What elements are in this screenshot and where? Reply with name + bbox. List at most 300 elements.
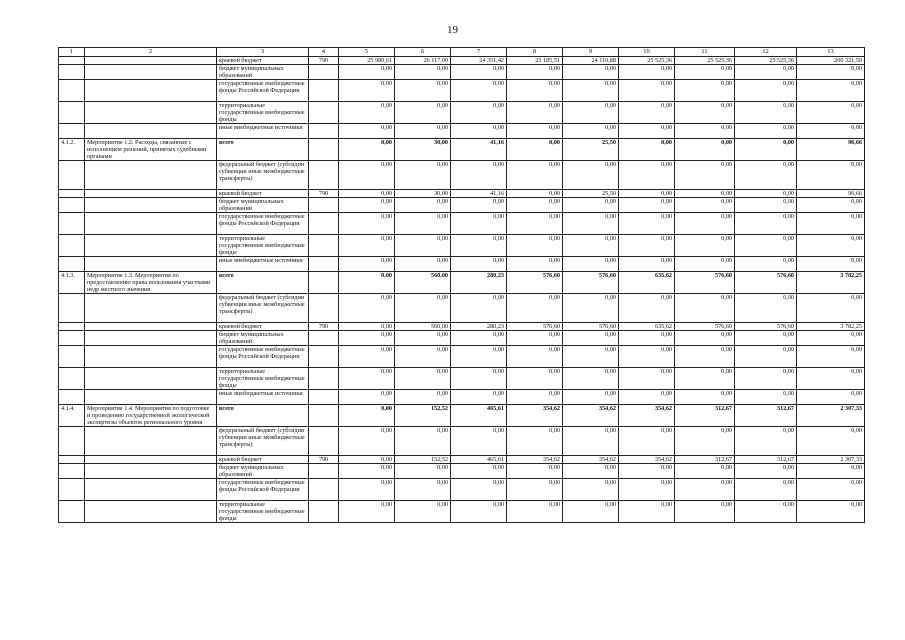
- measure-title-cell: [85, 65, 217, 80]
- financing-table: [58, 47, 865, 523]
- funding-source-cell: государственные внебюджетные фонды Российской Федерации: [217, 346, 309, 368]
- amount-cell: 0,00: [395, 198, 451, 213]
- kbk-code-cell: [309, 65, 339, 80]
- measure-code-cell: [59, 427, 85, 456]
- amount-cell: 0,00: [675, 427, 735, 456]
- amount-cell: 0,00: [339, 124, 395, 139]
- amount-cell: 0,00: [451, 65, 507, 80]
- measure-code-cell: [59, 198, 85, 213]
- amount-cell: 354,62: [507, 405, 563, 427]
- amount-cell: 0,00: [675, 294, 735, 323]
- amount-cell: 0,00: [395, 213, 451, 235]
- amount-cell: 0,00: [451, 464, 507, 479]
- funding-source-cell: государственные внебюджетные фонды Российской Федерации: [217, 479, 309, 501]
- amount-cell: 0,00: [451, 257, 507, 272]
- amount-cell: 0,00: [507, 294, 563, 323]
- amount-cell: 0,00: [339, 80, 395, 102]
- amount-cell: 0,00: [451, 479, 507, 501]
- amount-cell: 635,62: [619, 323, 675, 331]
- amount-cell: 354,62: [563, 456, 619, 464]
- amount-cell: 30,00: [395, 139, 451, 161]
- amount-cell: 0,00: [507, 190, 563, 198]
- measure-code-cell: [59, 124, 85, 139]
- amount-cell: 0,00: [339, 346, 395, 368]
- funding-source-cell: федеральный бюджет (субсидии субвенции иные межбюджетные трансферты): [217, 294, 309, 323]
- amount-cell: 0,00: [735, 368, 797, 390]
- measure-title-cell: [85, 57, 217, 65]
- measure-code-cell: [59, 323, 85, 331]
- amount-cell: 576,60: [507, 272, 563, 294]
- funding-source-cell: бюджет муниципальных образований: [217, 65, 309, 80]
- amount-cell: 0,00: [675, 501, 735, 523]
- measure-title-cell: Мероприятие 1.3. Мероприятия по предоставлению права пользования участками недр местного значения: [85, 272, 217, 294]
- measure-code-cell: [59, 161, 85, 190]
- amount-cell: 0,00: [619, 390, 675, 405]
- amount-cell: 0,00: [395, 501, 451, 523]
- amount-cell: 0,00: [797, 213, 865, 235]
- amount-cell: 0,00: [451, 161, 507, 190]
- amount-cell: 0,00: [735, 198, 797, 213]
- measure-title-cell: Мероприятие 1.4. Мероприятия по подготовке и проведению государственной экологической экспертизы объектов регионального уровня: [85, 405, 217, 427]
- amount-cell: 0,00: [735, 190, 797, 198]
- amount-cell: 25 525,36: [735, 57, 797, 65]
- funding-source-cell: иные внебюджетные источники: [217, 257, 309, 272]
- amount-cell: 0,00: [451, 213, 507, 235]
- kbk-code-cell: [309, 501, 339, 523]
- amount-cell: 0,00: [735, 65, 797, 80]
- amount-cell: 0,00: [507, 65, 563, 80]
- amount-cell: 0,00: [507, 427, 563, 456]
- amount-cell: 280,23: [451, 323, 507, 331]
- amount-cell: 280,23: [451, 272, 507, 294]
- amount-cell: 0,00: [507, 235, 563, 257]
- amount-cell: 0,00: [797, 65, 865, 80]
- measure-title-cell: [85, 124, 217, 139]
- amount-cell: 0,00: [735, 80, 797, 102]
- column-number-cell: 13: [797, 48, 865, 57]
- amount-cell: 0,00: [395, 124, 451, 139]
- amount-cell: 312,67: [735, 456, 797, 464]
- amount-cell: 0,00: [797, 80, 865, 102]
- funding-source-cell: федеральный бюджет (субсидии субвенции иные межбюджетные трансферты): [217, 427, 309, 456]
- kbk-code-cell: [309, 479, 339, 501]
- amount-cell: 0,00: [507, 80, 563, 102]
- amount-cell: 0,00: [735, 464, 797, 479]
- amount-cell: 25 525,36: [619, 57, 675, 65]
- amount-cell: 25 980,61: [339, 57, 395, 65]
- kbk-code-cell: [309, 213, 339, 235]
- column-number-cell: 6: [395, 48, 451, 57]
- amount-cell: 576,60: [675, 272, 735, 294]
- measure-title-cell: Мероприятие 1.2. Расходы, связанные с исполнением решений, принятых судебными органами: [85, 139, 217, 161]
- amount-cell: 0,00: [451, 124, 507, 139]
- funding-source-cell: иные внебюджетные источники: [217, 124, 309, 139]
- table-row: [59, 80, 865, 102]
- column-number-row: [59, 48, 865, 57]
- kbk-code-cell: 790: [309, 456, 339, 464]
- amount-cell: 0,00: [451, 235, 507, 257]
- funding-source-cell: федеральный бюджет (субсидии субвенции иные межбюджетные трансферты): [217, 161, 309, 190]
- table-row: [59, 294, 865, 323]
- amount-cell: 0,00: [339, 323, 395, 331]
- kbk-code-cell: [309, 346, 339, 368]
- measure-title-cell: [85, 323, 217, 331]
- measure-code-cell: [59, 479, 85, 501]
- amount-cell: 0,00: [619, 368, 675, 390]
- amount-cell: 0,00: [797, 102, 865, 124]
- table-row: [59, 479, 865, 501]
- amount-cell: 0,00: [797, 331, 865, 346]
- measure-title-cell: [85, 427, 217, 456]
- kbk-code-cell: [309, 390, 339, 405]
- measure-title-cell: [85, 198, 217, 213]
- amount-cell: 465,61: [451, 405, 507, 427]
- amount-cell: 152,52: [395, 405, 451, 427]
- measure-title-cell: [85, 464, 217, 479]
- measure-title-cell: [85, 456, 217, 464]
- amount-cell: 0,00: [797, 479, 865, 501]
- kbk-code-cell: [309, 235, 339, 257]
- amount-cell: 25 525,36: [675, 57, 735, 65]
- amount-cell: 0,00: [735, 161, 797, 190]
- amount-cell: 41,16: [451, 190, 507, 198]
- table-row: [59, 346, 865, 368]
- amount-cell: 0,00: [675, 213, 735, 235]
- amount-cell: 0,00: [675, 331, 735, 346]
- table-row: [59, 405, 865, 427]
- page-number: 19: [447, 24, 458, 36]
- measure-code-cell: [59, 501, 85, 523]
- amount-cell: 354,62: [619, 456, 675, 464]
- amount-cell: 0,00: [735, 427, 797, 456]
- funding-source-cell: краевой бюджет: [217, 456, 309, 464]
- amount-cell: 0,00: [797, 257, 865, 272]
- amount-cell: 0,00: [339, 390, 395, 405]
- measure-title-cell: [85, 331, 217, 346]
- kbk-code-cell: [309, 257, 339, 272]
- table-row: [59, 198, 865, 213]
- amount-cell: 0,00: [395, 65, 451, 80]
- amount-cell: 0,00: [619, 294, 675, 323]
- funding-source-cell: территориальные государственные внебюджетные фонды: [217, 235, 309, 257]
- measure-code-cell: [59, 294, 85, 323]
- funding-source-cell: государственные внебюджетные фонды Российской Федерации: [217, 213, 309, 235]
- measure-code-cell: [59, 235, 85, 257]
- amount-cell: 0,00: [451, 294, 507, 323]
- amount-cell: 0,00: [675, 257, 735, 272]
- amount-cell: 0,00: [507, 102, 563, 124]
- funding-source-cell: территориальные государственные внебюджетные фонды: [217, 501, 309, 523]
- funding-source-cell: всего: [217, 139, 309, 161]
- measure-title-cell: [85, 80, 217, 102]
- amount-cell: 96,66: [797, 139, 865, 161]
- amount-cell: 0,00: [563, 368, 619, 390]
- amount-cell: 0,00: [735, 479, 797, 501]
- amount-cell: 0,00: [339, 427, 395, 456]
- amount-cell: 0,00: [563, 65, 619, 80]
- amount-cell: 0,00: [451, 331, 507, 346]
- amount-cell: 0,00: [339, 501, 395, 523]
- amount-cell: 635,62: [619, 272, 675, 294]
- amount-cell: 0,00: [339, 272, 395, 294]
- amount-cell: 0,00: [619, 257, 675, 272]
- amount-cell: 0,00: [675, 479, 735, 501]
- table-row: [59, 501, 865, 523]
- measure-code-cell: [59, 331, 85, 346]
- amount-cell: 0,00: [735, 235, 797, 257]
- amount-cell: 0,00: [507, 213, 563, 235]
- amount-cell: 0,00: [619, 464, 675, 479]
- amount-cell: 0,00: [675, 190, 735, 198]
- amount-cell: 0,00: [395, 294, 451, 323]
- amount-cell: 576,60: [735, 272, 797, 294]
- kbk-code-cell: [309, 405, 339, 427]
- amount-cell: 25,50: [563, 190, 619, 198]
- amount-cell: 0,00: [675, 161, 735, 190]
- amount-cell: 0,00: [395, 257, 451, 272]
- measure-title-cell: [85, 161, 217, 190]
- amount-cell: 0,00: [735, 331, 797, 346]
- amount-cell: 0,00: [563, 124, 619, 139]
- amount-cell: 0,00: [563, 464, 619, 479]
- amount-cell: 0,00: [797, 161, 865, 190]
- amount-cell: 560,00: [395, 272, 451, 294]
- amount-cell: 0,00: [797, 464, 865, 479]
- kbk-code-cell: [309, 139, 339, 161]
- amount-cell: 0,00: [619, 427, 675, 456]
- column-number-cell: 5: [339, 48, 395, 57]
- amount-cell: 0,00: [339, 294, 395, 323]
- column-number-cell: 9: [563, 48, 619, 57]
- amount-cell: 0,00: [339, 190, 395, 198]
- measure-code-cell: [59, 464, 85, 479]
- measure-code-cell: [59, 80, 85, 102]
- amount-cell: 0,00: [735, 390, 797, 405]
- amount-cell: 576,60: [735, 323, 797, 331]
- kbk-code-cell: [309, 368, 339, 390]
- amount-cell: 0,00: [507, 501, 563, 523]
- amount-cell: 0,00: [339, 213, 395, 235]
- amount-cell: 0,00: [797, 294, 865, 323]
- measure-code-cell: [59, 57, 85, 65]
- column-number-cell: 3: [217, 48, 309, 57]
- amount-cell: 0,00: [395, 80, 451, 102]
- amount-cell: 576,60: [563, 323, 619, 331]
- amount-cell: 0,00: [619, 346, 675, 368]
- amount-cell: 0,00: [339, 405, 395, 427]
- table-row: [59, 124, 865, 139]
- amount-cell: 0,00: [451, 346, 507, 368]
- amount-cell: 0,00: [675, 102, 735, 124]
- measure-code-cell: [59, 257, 85, 272]
- amount-cell: 0,00: [563, 161, 619, 190]
- table-row: [59, 57, 865, 65]
- amount-cell: 0,00: [797, 390, 865, 405]
- amount-cell: 0,00: [395, 390, 451, 405]
- measure-code-cell: [59, 65, 85, 80]
- kbk-code-cell: [309, 80, 339, 102]
- funding-source-cell: краевой бюджет: [217, 323, 309, 331]
- measure-code-cell: 4.1.3.: [59, 272, 85, 294]
- column-number-cell: 11: [675, 48, 735, 57]
- amount-cell: 0,00: [563, 80, 619, 102]
- amount-cell: 0,00: [339, 139, 395, 161]
- amount-cell: 0,00: [563, 331, 619, 346]
- measure-code-cell: 4.1.2.: [59, 139, 85, 161]
- amount-cell: 0,00: [735, 257, 797, 272]
- measure-title-cell: [85, 479, 217, 501]
- amount-cell: 0,00: [563, 390, 619, 405]
- amount-cell: 0,00: [619, 198, 675, 213]
- kbk-code-cell: [309, 331, 339, 346]
- kbk-code-cell: [309, 102, 339, 124]
- measure-title-cell: [85, 213, 217, 235]
- amount-cell: 0,00: [675, 198, 735, 213]
- amount-cell: 0,00: [451, 368, 507, 390]
- amount-cell: 0,00: [451, 102, 507, 124]
- amount-cell: 576,60: [507, 323, 563, 331]
- measure-code-cell: [59, 190, 85, 198]
- amount-cell: 0,00: [339, 368, 395, 390]
- measure-title-cell: [85, 190, 217, 198]
- amount-cell: 0,00: [395, 427, 451, 456]
- kbk-code-cell: [309, 294, 339, 323]
- amount-cell: 0,00: [395, 235, 451, 257]
- amount-cell: 0,00: [451, 198, 507, 213]
- table-row: [59, 190, 865, 198]
- table-row: [59, 161, 865, 190]
- amount-cell: 0,00: [395, 161, 451, 190]
- kbk-code-cell: [309, 464, 339, 479]
- amount-cell: 0,00: [675, 124, 735, 139]
- amount-cell: 0,00: [735, 102, 797, 124]
- table-row: [59, 464, 865, 479]
- amount-cell: 0,00: [507, 390, 563, 405]
- amount-cell: 0,00: [797, 346, 865, 368]
- amount-cell: 0,00: [619, 161, 675, 190]
- funding-source-cell: бюджет муниципальных образований: [217, 331, 309, 346]
- amount-cell: 0,00: [339, 257, 395, 272]
- amount-cell: 0,00: [619, 80, 675, 102]
- table-row: [59, 257, 865, 272]
- amount-cell: 0,00: [675, 346, 735, 368]
- amount-cell: 0,00: [797, 427, 865, 456]
- amount-cell: 0,00: [339, 456, 395, 464]
- column-number-cell: 10: [619, 48, 675, 57]
- amount-cell: 0,00: [507, 198, 563, 213]
- kbk-code-cell: 790: [309, 190, 339, 198]
- funding-source-cell: бюджет муниципальных образований: [217, 198, 309, 213]
- kbk-code-cell: [309, 124, 339, 139]
- amount-cell: 3 782,25: [797, 323, 865, 331]
- table-row: [59, 213, 865, 235]
- amount-cell: 96,66: [797, 190, 865, 198]
- amount-cell: 0,00: [563, 427, 619, 456]
- amount-cell: 0,00: [619, 124, 675, 139]
- amount-cell: 0,00: [675, 80, 735, 102]
- amount-cell: 0,00: [619, 235, 675, 257]
- measure-title-cell: [85, 102, 217, 124]
- amount-cell: 0,00: [735, 139, 797, 161]
- table-row: [59, 427, 865, 456]
- amount-cell: 0,00: [395, 464, 451, 479]
- amount-cell: 0,00: [735, 294, 797, 323]
- amount-cell: 576,60: [563, 272, 619, 294]
- measure-code-cell: [59, 346, 85, 368]
- amount-cell: 0,00: [507, 257, 563, 272]
- table-row: [59, 65, 865, 80]
- amount-cell: 0,00: [675, 235, 735, 257]
- table-row: [59, 323, 865, 331]
- column-number-cell: 2: [85, 48, 217, 57]
- amount-cell: 0,00: [619, 139, 675, 161]
- amount-cell: 30,00: [395, 190, 451, 198]
- amount-cell: 0,00: [619, 190, 675, 198]
- kbk-code-cell: 790: [309, 57, 339, 65]
- amount-cell: 25,50: [563, 139, 619, 161]
- kbk-code-cell: [309, 198, 339, 213]
- amount-cell: 312,67: [675, 456, 735, 464]
- amount-cell: 0,00: [451, 390, 507, 405]
- measure-title-cell: [85, 257, 217, 272]
- amount-cell: 0,00: [619, 331, 675, 346]
- amount-cell: 152,52: [395, 456, 451, 464]
- funding-source-cell: территориальные государственные внебюджетные фонды: [217, 368, 309, 390]
- amount-cell: 0,00: [339, 331, 395, 346]
- amount-cell: 0,00: [395, 102, 451, 124]
- measure-title-cell: [85, 235, 217, 257]
- amount-cell: 0,00: [507, 124, 563, 139]
- amount-cell: 0,00: [395, 368, 451, 390]
- table-row: [59, 390, 865, 405]
- amount-cell: 0,00: [563, 294, 619, 323]
- amount-cell: 0,00: [675, 368, 735, 390]
- funding-source-cell: краевой бюджет: [217, 57, 309, 65]
- amount-cell: 0,00: [797, 368, 865, 390]
- amount-cell: 0,00: [339, 102, 395, 124]
- measure-code-cell: [59, 213, 85, 235]
- amount-cell: 0,00: [339, 65, 395, 80]
- amount-cell: 0,00: [735, 124, 797, 139]
- amount-cell: 0,00: [563, 213, 619, 235]
- amount-cell: 465,61: [451, 456, 507, 464]
- funding-source-cell: государственные внебюджетные фонды Российской Федерации: [217, 80, 309, 102]
- amount-cell: 0,00: [797, 235, 865, 257]
- measure-title-cell: [85, 294, 217, 323]
- column-number-cell: 8: [507, 48, 563, 57]
- amount-cell: 0,00: [507, 479, 563, 501]
- table-row: [59, 139, 865, 161]
- amount-cell: 0,00: [563, 102, 619, 124]
- amount-cell: 0,00: [735, 501, 797, 523]
- table-row: [59, 331, 865, 346]
- amount-cell: 0,00: [563, 479, 619, 501]
- amount-cell: 0,00: [675, 390, 735, 405]
- amount-cell: 0,00: [563, 501, 619, 523]
- table-row: [59, 102, 865, 124]
- table-row: [59, 272, 865, 294]
- table-row: [59, 456, 865, 464]
- amount-cell: 2 307,33: [797, 405, 865, 427]
- amount-cell: 0,00: [563, 235, 619, 257]
- amount-cell: 0,00: [507, 139, 563, 161]
- amount-cell: 0,00: [507, 464, 563, 479]
- measure-title-cell: [85, 368, 217, 390]
- amount-cell: 24 351,42: [451, 57, 507, 65]
- amount-cell: 312,67: [735, 405, 797, 427]
- amount-cell: 200 321,50: [797, 57, 865, 65]
- column-number-cell: 4: [309, 48, 339, 57]
